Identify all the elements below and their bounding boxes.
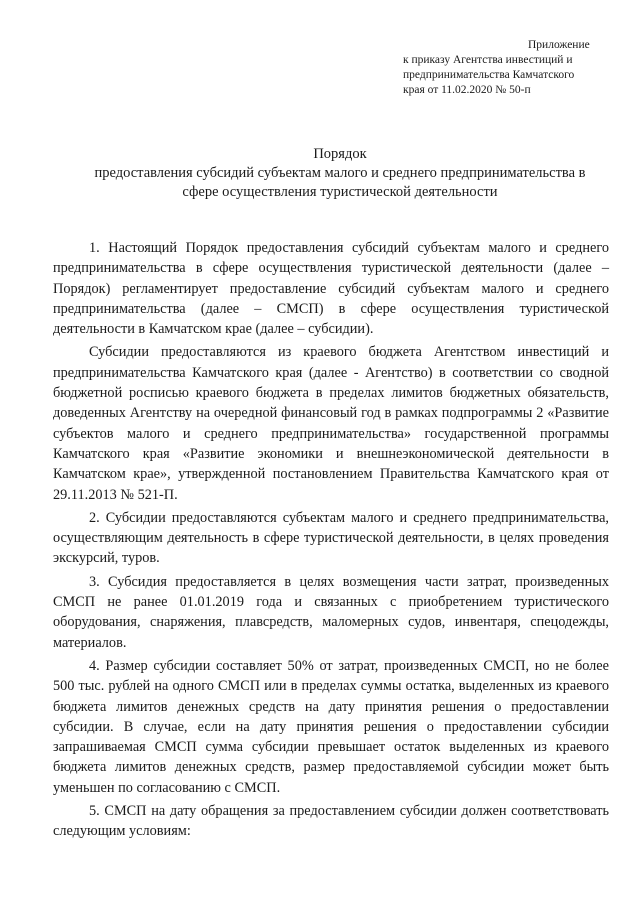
paragraph-2: 2. Субсидии предоставляются субъектам малого и среднего предпринимательства, осуществляющим деятельность в сфере туристической деятельности, в целях проведения экскурсий, туров. — [53, 509, 609, 567]
appendix-line: предпринимательства Камчатского — [403, 69, 575, 81]
heading-subtitle-line: сфере осуществления туристической деятельности — [182, 184, 498, 200]
document-heading — [60, 145, 620, 202]
appendix-line: края от 11.02.2020 № 50-п — [403, 84, 531, 96]
appendix-title: Приложение — [528, 39, 590, 51]
heading-subtitle-line: предоставления субсидий субъектам малого и среднего предпринимательства в — [94, 165, 586, 181]
document-body — [53, 238, 609, 845]
heading-title: Порядок — [313, 146, 367, 162]
paragraph-1: 1. Настоящий Порядок предоставления субсидий субъектам малого и среднего предпринимательства в сфере осуществления туристической деятельности (далее – Порядок) регламентирует предоставление субсидий субъектам малого и среднего предпринимательства (далее – СМСП) в сфере осуществления туристической деятельности в Камчатском крае (далее – субсидии). — [53, 240, 609, 338]
appendix-block — [403, 38, 633, 98]
paragraph-funding: Субсидии предоставляются из краевого бюджета Агентством инвестиций и предпринимательства Камчатского края (далее - Агентство) в соответствии со сводной бюджетной росписью краевого бюджета в пределах лимитов бюджетных обязательств, доведенных Агентству на очередной финансовый год в рамках подпрограммы 2 «Развитие субъектов малого и среднего предпринимательства» государственной программы Камчатского края «Развитие экономики и внешнеэкономической деятельности в Камчатском крае», утвержденной постановлением Правительства Камчатского края от 29.11.2013 № 521-П. — [53, 344, 609, 503]
appendix-line: к приказу Агентства инвестиций и — [403, 54, 573, 66]
paragraph-4: 4. Размер субсидии составляет 50% от затрат, произведенных СМСП, но не более 500 тыс. рублей на одного СМСП или в пределах суммы остатка, выделенных из краевого бюджета лимитов денежных средств на дату принятия решения о предоставлении субсидии. В случае, если на дату принятия решения о предоставлении субсидии запрашиваемая СМСП сумма субсидии превышает остаток выделенных из краевого бюджета лимитов денежных средств, размер предоставляемой субсидии может быть уменьшен по согласованию с СМСП. — [53, 657, 609, 796]
paragraph-5: 5. СМСП на дату обращения за предоставлением субсидии должен соответствовать следующим условиям: — [53, 803, 609, 840]
paragraph-3: 3. Субсидия предоставляется в целях возмещения части затрат, произведенных СМСП не ранее 01.01.2019 года и связанных с приобретением туристического оборудования, снаряжения, плавсредств, маломерных судов, инвентаря, спецодежды, материалов. — [53, 573, 609, 651]
